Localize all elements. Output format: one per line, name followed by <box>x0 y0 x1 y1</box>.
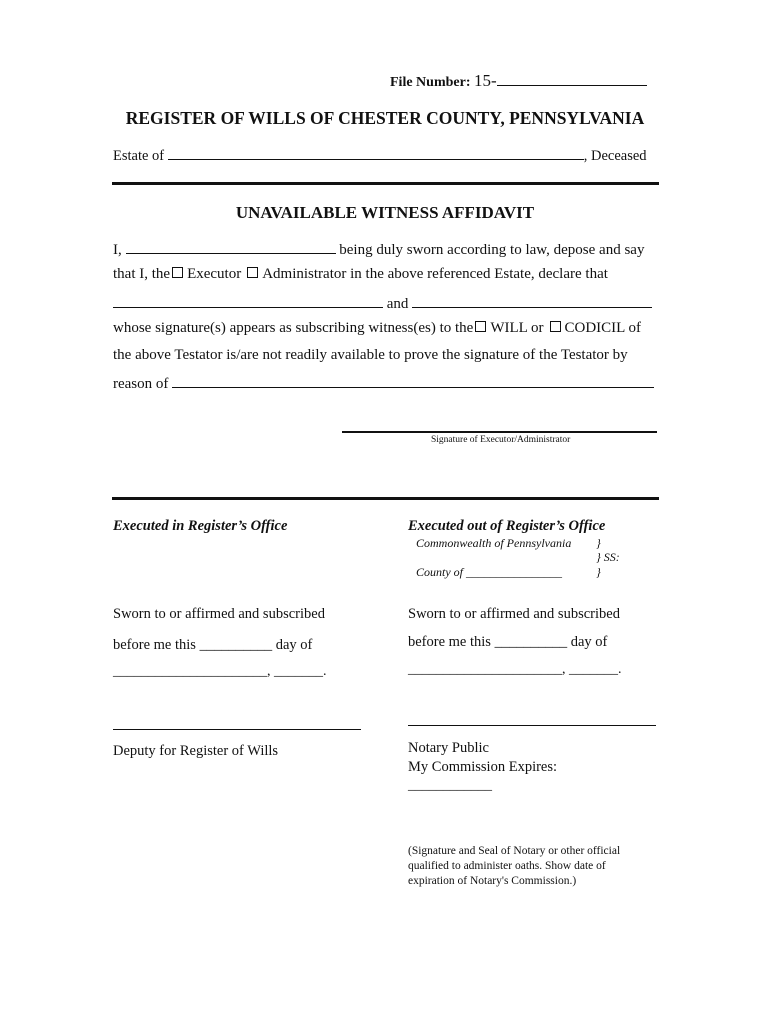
file-number-label: File Number: <box>390 75 471 90</box>
right-date-line[interactable]: ______________________, _______. <box>408 662 622 677</box>
bracket-3: } <box>596 565 601 579</box>
file-number-prefix: 15- <box>473 71 497 90</box>
left-sworn: Sworn to or affirmed and subscribed <box>113 606 325 622</box>
commonwealth-label: Commonwealth of Pennsylvania <box>416 536 572 550</box>
ss-label: } SS: <box>596 550 620 564</box>
administrator-checkbox[interactable] <box>247 267 258 278</box>
affiant-suffix: being duly sworn according to law, depose and say <box>339 242 645 258</box>
deputy-label: Deputy for Register of Wills <box>113 743 279 759</box>
notary-note-line-2: qualified to administer oaths. Show date of <box>408 860 606 872</box>
executor-signature-line[interactable] <box>342 431 657 433</box>
codicil-checkbox[interactable] <box>550 321 561 332</box>
affidavit-line-3 <box>113 294 652 313</box>
affidavit-line-2 <box>113 266 608 283</box>
affidavit-heading: UNAVAILABLE WITNESS AFFIDAVIT <box>235 203 535 222</box>
deceased-label: , Deceased <box>583 148 647 164</box>
estate-line <box>113 146 647 165</box>
witness-text: whose signature(s) appears as subscribing witness(es) to the <box>113 320 474 336</box>
signature-caption: Signature of Executor/Administrator <box>431 435 571 445</box>
witness-2-field[interactable] <box>412 294 652 308</box>
estate-name-field[interactable] <box>168 146 584 160</box>
affidavit-line-1 <box>113 240 644 259</box>
will-label: WILL or <box>490 320 544 336</box>
reason-field[interactable] <box>172 374 654 388</box>
right-column-heading: Executed out of Register’s Office <box>408 518 606 534</box>
file-number <box>390 71 647 91</box>
affidavit-line-6 <box>113 374 654 393</box>
estate-of-label: Estate of <box>113 148 165 164</box>
commission-expires-label: My Commission Expires: <box>408 759 558 775</box>
reason-label: reason of <box>113 376 169 392</box>
county-of[interactable]: County of ________________ <box>416 565 562 579</box>
notary-public-label: Notary Public <box>408 740 489 756</box>
notary-signature-line[interactable] <box>408 725 656 726</box>
role-prefix: that I, the <box>113 266 171 282</box>
left-column-heading: Executed in Register’s Office <box>113 518 288 534</box>
notary-note-line-3: expiration of Notary's Commission.) <box>408 875 577 887</box>
executor-checkbox[interactable] <box>172 267 183 278</box>
affidavit-line-5: the above Testator is/are not readily available to prove the signature of the Testator by <box>113 347 628 363</box>
file-number-field[interactable] <box>497 72 647 86</box>
right-before-me[interactable]: before me this __________ day of <box>408 634 608 650</box>
notary-note-line-1: (Signature and Seal of Notary or other official <box>408 845 621 857</box>
bracket-1: } <box>596 536 601 550</box>
commission-date-field[interactable]: ____________ <box>408 778 492 793</box>
affiant-prefix: I, <box>113 242 122 258</box>
witness-1-field[interactable] <box>113 294 383 308</box>
affiant-name-field[interactable] <box>126 240 336 254</box>
codicil-label: CODICIL of <box>564 320 642 336</box>
affidavit-line-4 <box>113 320 641 337</box>
deputy-signature-line[interactable] <box>113 729 361 730</box>
document-title: REGISTER OF WILLS OF CHESTER COUNTY, PENNSYLVANIA <box>125 108 645 128</box>
left-before-me[interactable]: before me this __________ day of <box>113 637 313 653</box>
divider-middle <box>112 497 659 500</box>
left-date-line[interactable]: ______________________, _______. <box>113 664 327 679</box>
and-label: and <box>386 296 409 312</box>
executor-label: Executor <box>187 266 242 282</box>
administrator-label: Administrator in the above referenced Estate, declare that <box>262 266 608 282</box>
right-sworn: Sworn to or affirmed and subscribed <box>408 606 620 622</box>
divider-top <box>112 182 659 185</box>
will-checkbox[interactable] <box>475 321 486 332</box>
